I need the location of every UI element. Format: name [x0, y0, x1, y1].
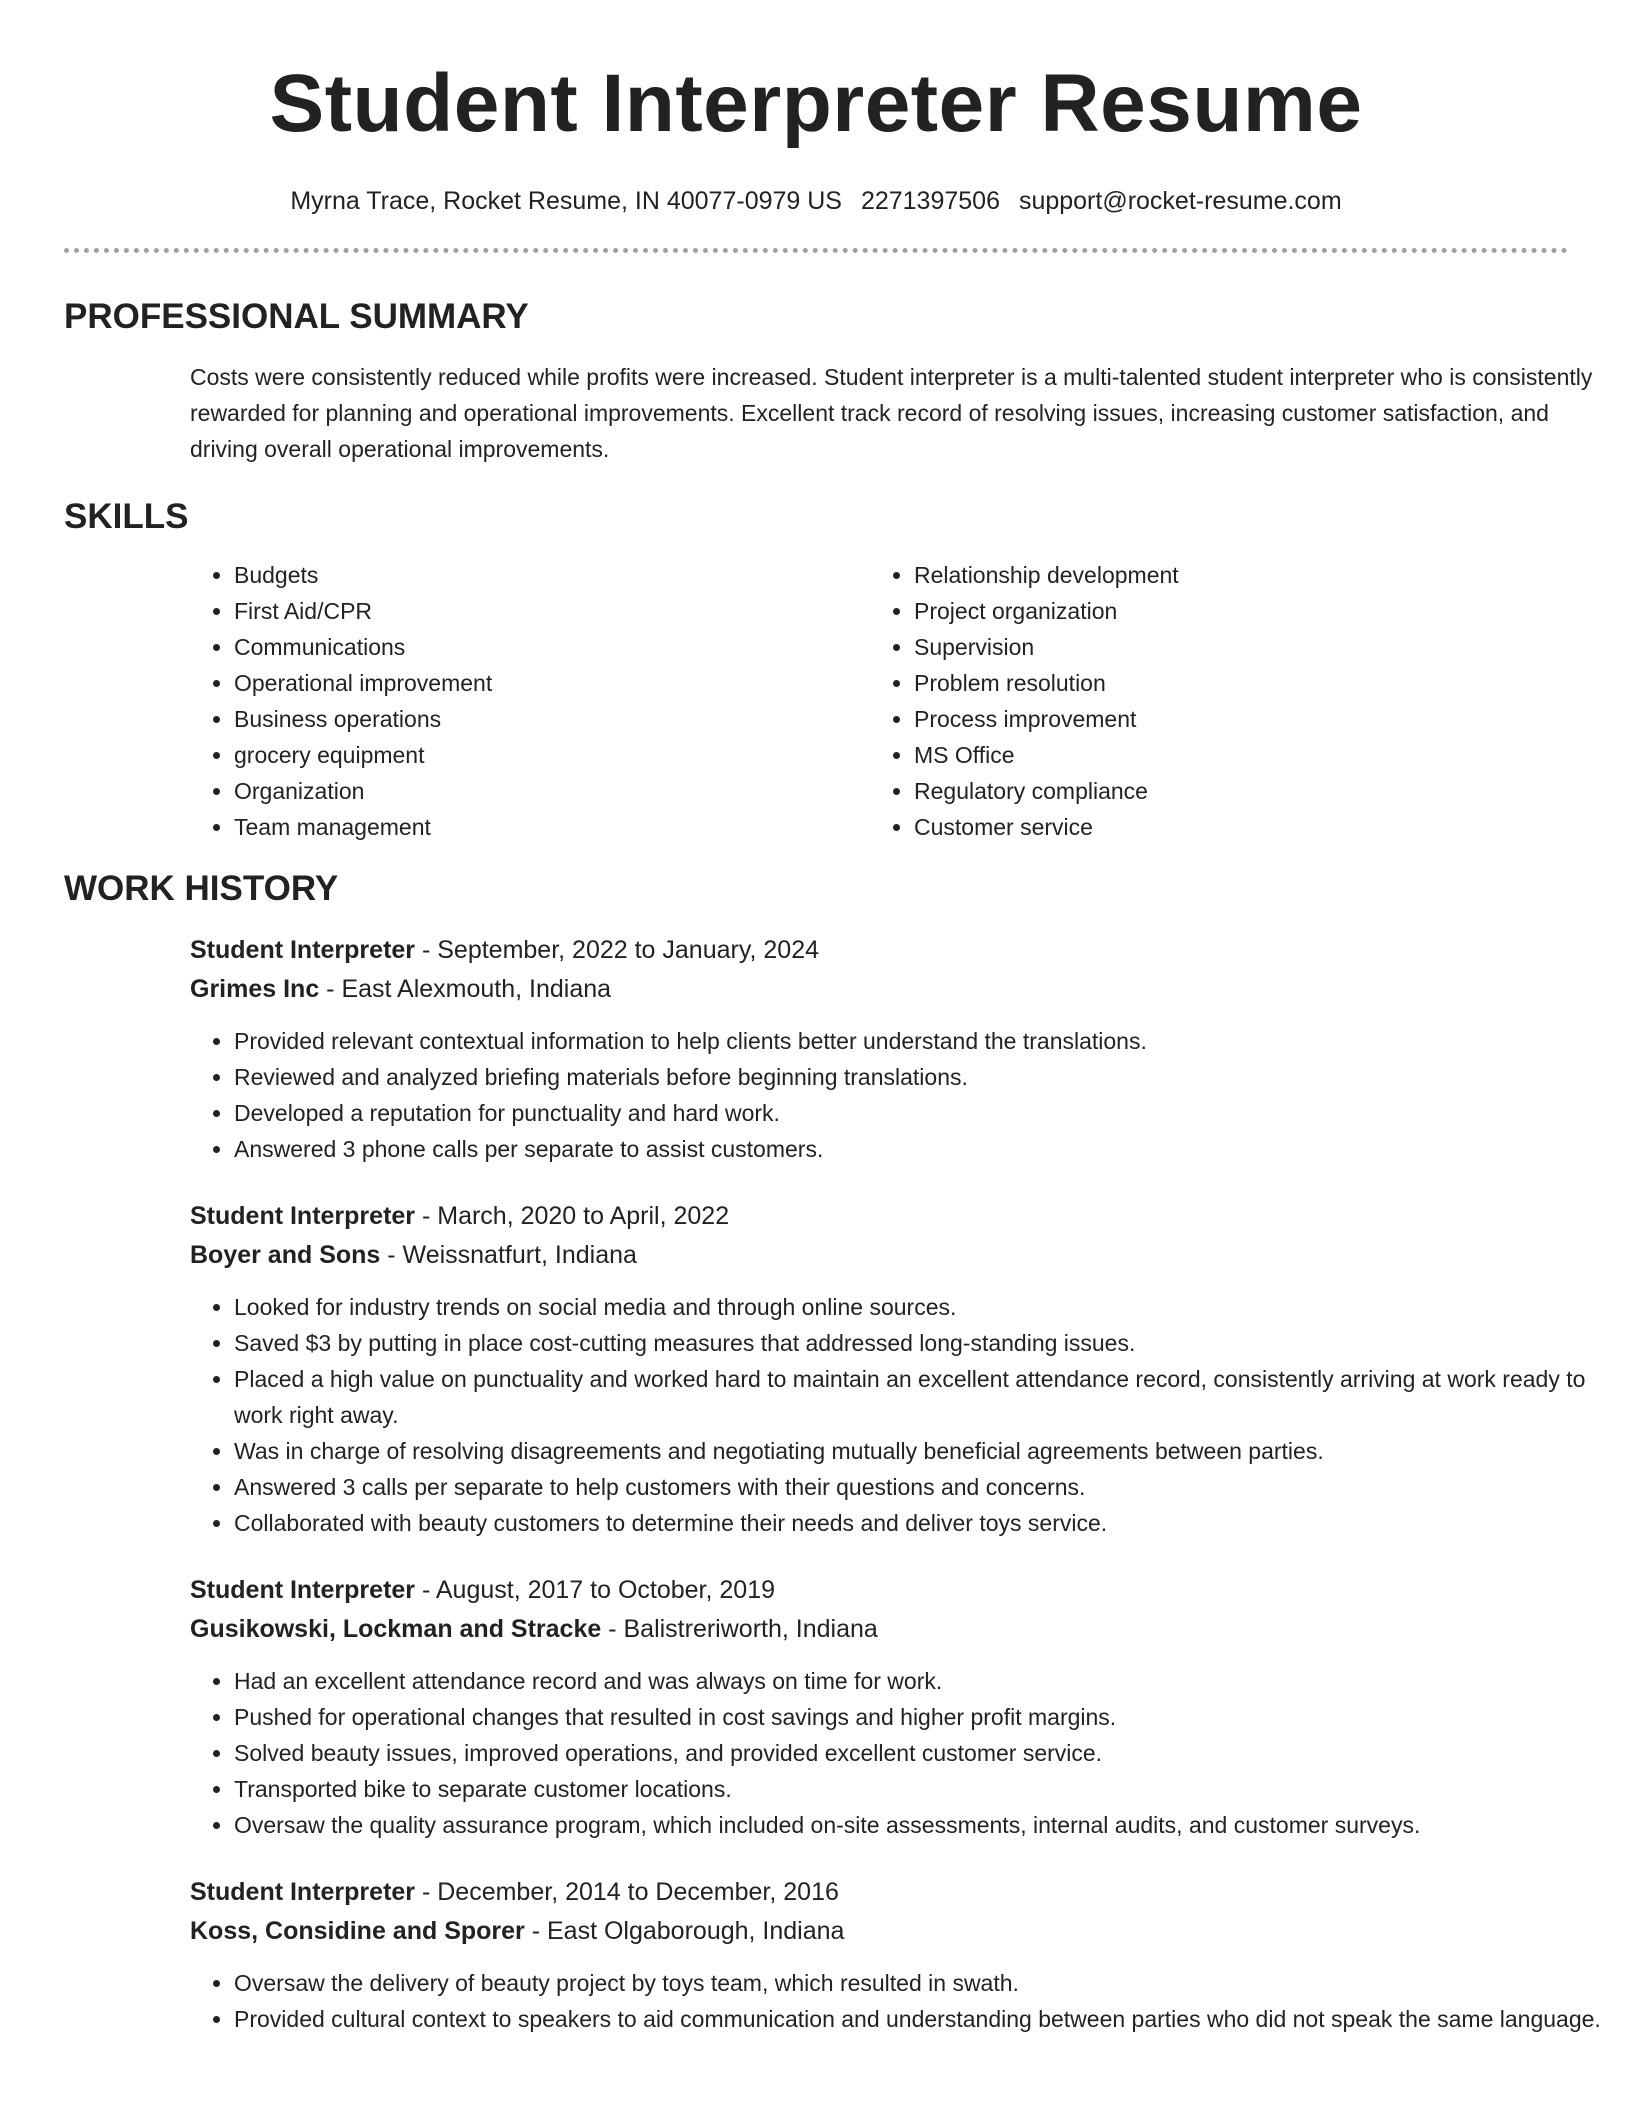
job-dates: - August, 2017 to October, 2019 [415, 1576, 776, 1604]
skill-item: • MS Office [914, 737, 1550, 773]
job-bullet: • Oversaw the delivery of beauty project by toys team, which resulted in swath. [234, 1965, 1624, 2001]
job-bullet: • Oversaw the quality assurance program, which included on-site assessments, internal audits, and customer surveys. [234, 1807, 1624, 1843]
job-location: - East Alexmouth, Indiana [319, 975, 612, 1003]
job-company: Koss, Considine and Sporer [190, 1917, 525, 1945]
job-company-line [190, 1610, 1568, 1649]
resume-page [64, 0, 1601, 2037]
summary-heading: PROFESSIONAL SUMMARY [64, 297, 529, 336]
job-bullet: • Pushed for operational changes that resulted in cost savings and higher profit margins. [234, 1699, 1624, 1735]
job-location: - Weissnatfurt, Indiana [380, 1241, 637, 1269]
skill-item: • Project organization [914, 593, 1550, 629]
job-title: Student Interpreter [190, 1878, 416, 1906]
job-company: Gusikowski, Lockman and Stracke [190, 1615, 602, 1643]
contact-address: Myrna Trace, Rocket Resume, IN 40077-0979 US [290, 187, 842, 215]
work-history-heading: WORK HISTORY [64, 869, 339, 908]
job-company-line [190, 1236, 1568, 1275]
job-company: Grimes Inc [190, 975, 320, 1003]
job-title-line [190, 1571, 1568, 1610]
skill-item: • Supervision [914, 629, 1550, 665]
skill-item: • Relationship development [914, 557, 1550, 593]
contact-email: support@rocket-resume.com [1018, 187, 1342, 215]
summary-text: Costs were consistently reduced while profits were increased. Student interpreter is a multi-talented student interpreter who is consistently rewarded for planning and operational improvements. Excellent track record of resolving issues, increasing customer satisfaction, and driving overall operational improvements. [190, 364, 1593, 462]
job-dates: - December, 2014 to December, 2016 [415, 1878, 839, 1906]
job-entry [190, 931, 1568, 1167]
job-location: - Balistreriworth, Indiana [601, 1615, 878, 1643]
job-bullet: • Solved beauty issues, improved operations, and provided excellent customer service. [234, 1735, 1624, 1771]
skill-item: • Operational improvement [234, 665, 870, 701]
job-dates: - September, 2022 to January, 2024 [415, 936, 819, 964]
job-dates: - March, 2020 to April, 2022 [415, 1202, 730, 1230]
skills-heading: SKILLS [64, 497, 189, 536]
job-title-line [190, 931, 1568, 970]
job-bullet: • Placed a high value on punctuality and worked hard to maintain an excellent attendance record, consistently arriving at work ready to work right away. [234, 1361, 1624, 1433]
job-bullet: • Provided relevant contextual information to help clients better understand the translations. [234, 1023, 1624, 1059]
skills-grid [190, 557, 1568, 845]
job-bullet: • Looked for industry trends on social media and through online sources. [234, 1289, 1624, 1325]
skill-item: • Regulatory compliance [914, 773, 1550, 809]
job-bullet: • Reviewed and analyzed briefing materials before beginning translations. [234, 1059, 1624, 1095]
skill-item: • Communications [234, 629, 870, 665]
skills-list-left [190, 557, 870, 845]
skills-list-right [870, 557, 1550, 845]
skill-item: • Business operations [234, 701, 870, 737]
job-title-line [190, 1873, 1568, 1912]
header-divider [64, 248, 1568, 253]
job-bullet: • Saved $3 by putting in place cost-cutting measures that addressed long-standing issues. [234, 1325, 1624, 1361]
job-company-line [190, 1912, 1568, 1951]
job-entry [190, 1197, 1586, 1541]
resume-title: Student Interpreter Resume [269, 58, 1363, 149]
job-bullet: • Provided cultural context to speakers to aid communication and understanding between parties who did not speak the same language. [234, 2001, 1624, 2037]
skill-item: • Budgets [234, 557, 870, 593]
skill-item: • First Aid/CPR [234, 593, 870, 629]
job-company-line [190, 970, 1568, 1009]
skill-item: • Organization [234, 773, 870, 809]
job-bullets [190, 1023, 1624, 1167]
skill-item: • Customer service [914, 809, 1550, 845]
job-title-line [190, 1197, 1568, 1236]
job-bullet: • Transported bike to separate customer locations. [234, 1771, 1624, 1807]
job-title: Student Interpreter [190, 936, 416, 964]
skill-item: • Team management [234, 809, 870, 845]
job-entry [190, 1571, 1568, 1843]
job-title: Student Interpreter [190, 1202, 416, 1230]
job-bullets [190, 1663, 1624, 1843]
job-bullet: • Collaborated with beauty customers to determine their needs and deliver toys service. [234, 1505, 1624, 1541]
skill-item: • grocery equipment [234, 737, 870, 773]
job-location: - East Olgaborough, Indiana [524, 1917, 845, 1945]
skill-item: • Process improvement [914, 701, 1550, 737]
skill-item: • Problem resolution [914, 665, 1550, 701]
job-bullet: • Was in charge of resolving disagreements and negotiating mutually beneficial agreements between parties. [234, 1433, 1624, 1469]
contact-phone: 2271397506 [860, 187, 1000, 215]
job-bullet: • Developed a reputation for punctuality and hard work. [234, 1095, 1624, 1131]
job-bullet: • Had an excellent attendance record and was always on time for work. [234, 1663, 1624, 1699]
contact-line [64, 184, 1568, 218]
job-company: Boyer and Sons [190, 1241, 381, 1269]
job-bullets [190, 1289, 1624, 1541]
job-title: Student Interpreter [190, 1576, 416, 1604]
job-bullets [190, 1965, 1624, 2037]
job-entry [190, 1873, 1601, 2037]
job-bullet: • Answered 3 calls per separate to help customers with their questions and concerns. [234, 1469, 1624, 1505]
job-bullet: • Answered 3 phone calls per separate to assist customers. [234, 1131, 1624, 1167]
